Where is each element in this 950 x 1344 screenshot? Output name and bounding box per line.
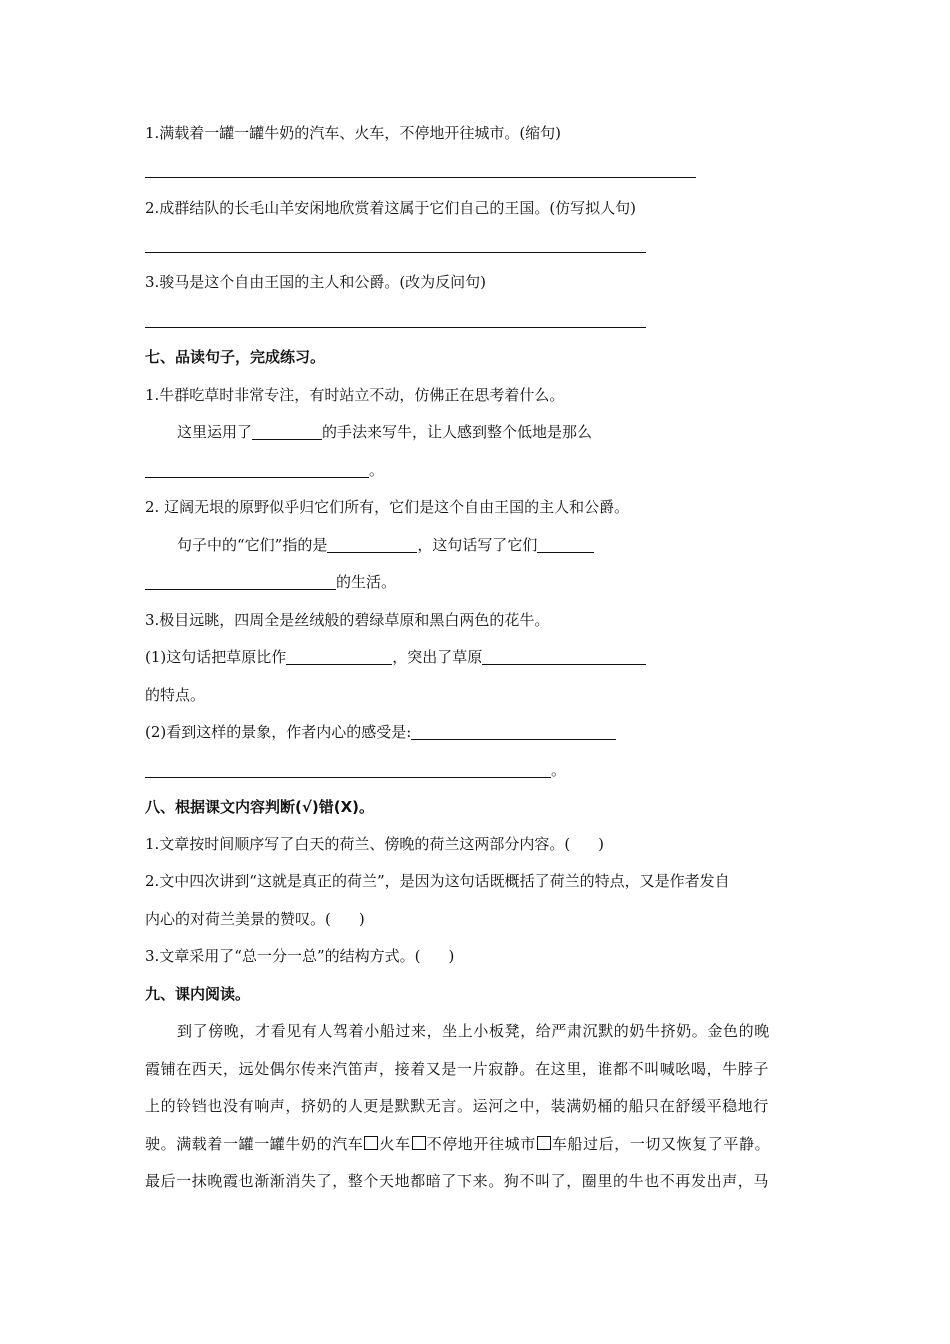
blank-7-2-a[interactable] [327, 536, 417, 553]
judge-text: 3.文章采用了“总一分一总”的结构方式。( [145, 947, 421, 965]
fill-text: 。 [369, 461, 385, 479]
judge-text: 1.文章按时间顺序写了白天的荷兰、傍晚的荷兰这两部分内容。( [145, 835, 571, 853]
paren-close: ) [358, 910, 365, 928]
reading-text: 驶。满载着一罐一罐牛奶的汽车 [145, 1135, 364, 1153]
reading-line-4 [145, 1134, 770, 1154]
question-8-1 [145, 834, 604, 854]
blank-7-3-c[interactable] [411, 723, 616, 740]
blank-7-3-b[interactable] [482, 648, 646, 665]
reading-text: 火车 [379, 1135, 411, 1153]
reading-text: 车船过后，一切又恢复了平静。 [551, 1135, 771, 1153]
question-7-2: 2. 辽阔无垠的原野似乎归它们所有，它们是这个自由王国的主人和公爵。 [145, 498, 630, 516]
question-6-2: 2.成群结队的长毛山羊安闲地欣赏着这属于它们自己的王国。(仿写拟人句) [145, 199, 637, 217]
question-7-3: 3.极目远眺，四周全是丝绒般的碧绿草原和黑白两色的花牛。 [145, 611, 550, 629]
question-8-2a: 2.文中四次讲到“这就是真正的荷兰”，是因为这句话既概括了荷兰的特点，又是作者发自 [145, 872, 730, 890]
answer-line-6-1[interactable] [145, 177, 696, 178]
punct-box-3[interactable] [537, 1136, 551, 1150]
blank-7-2-b[interactable] [537, 536, 594, 553]
question-7-3-1 [145, 647, 646, 667]
reading-line-3: 上的铃铛也没有响声，挤奶的人更是默默无言。运河之中，装满奶桶的船只在舒缓平稳地行 [145, 1097, 770, 1115]
fill-text: 的生活。 [336, 573, 397, 591]
paren-close: ) [598, 835, 605, 853]
reading-line-5: 最后一抹晚霞也渐渐消失了，整个天地都暗了下来。狗不叫了，圈里的牛也不再发出声，马 [145, 1172, 770, 1190]
question-7-3-1-end: 的特点。 [145, 686, 206, 704]
question-7-3-2 [145, 722, 616, 742]
blank-7-1-b[interactable] [145, 461, 369, 478]
question-7-1: 1.牛群吃草时非常专注，有时站立不动，仿佛正在思考着什么。 [145, 386, 565, 404]
reading-text: 不停地开往城市 [426, 1135, 536, 1153]
reading-line-1: 到了傍晚，才看见有人驾着小船过来，坐上小板凳，给严肃沉默的奶牛挤奶。金色的晚 [177, 1022, 770, 1040]
fill-text: 句子中的“它们”指的是 [177, 536, 328, 554]
paren-close: ) [448, 947, 455, 965]
answer-line-6-2[interactable] [145, 252, 646, 253]
reading-line-2: 霞铺在西天，远处偶尔传来汽笛声，接着又是一片寂静。在这里，谁都不叫喊吆喝，牛脖子 [145, 1060, 770, 1078]
blank-7-3-d[interactable] [145, 761, 551, 778]
fill-text: 这里运用了 [177, 423, 253, 441]
question-7-1-fill [177, 422, 592, 442]
question-8-2b [145, 909, 365, 929]
question-7-2-fill [177, 535, 594, 555]
blank-7-2-c[interactable] [145, 573, 336, 590]
fill-text: (2)看到这样的景象，作者内心的感受是: [145, 723, 412, 741]
judge-text: 内心的对荷兰美景的赞叹。( [145, 910, 331, 928]
section-8-heading: 八、根据课文内容判断(√)错(X)。 [145, 798, 374, 816]
question-6-3: 3.骏马是这个自由王国的主人和公爵。(改为反问句) [145, 273, 487, 291]
fill-text: ，这句话写了它们 [417, 536, 538, 554]
fill-text: 。 [551, 761, 567, 779]
fill-text: 的手法来写牛，让人感到整个低地是那么 [322, 423, 593, 441]
fill-text: ，突出了草原 [392, 648, 483, 666]
answer-line-6-3[interactable] [145, 327, 646, 328]
question-7-1-fill-2 [145, 460, 384, 480]
section-9-heading: 九、课内阅读。 [145, 985, 251, 1003]
question-6-1: 1.满载着一罐一罐牛奶的汽车、火车，不停地开往城市。(缩句) [145, 124, 562, 142]
punct-box-1[interactable] [364, 1136, 378, 1150]
blank-7-3-a[interactable] [286, 648, 392, 665]
fill-text: (1)这句话把草原比作 [145, 648, 287, 666]
question-7-2-fill-2 [145, 572, 396, 592]
question-7-3-2-end [145, 760, 566, 780]
blank-7-1-a[interactable] [252, 423, 322, 440]
punct-box-2[interactable] [412, 1136, 426, 1150]
section-7-heading: 七、品读句子，完成练习。 [145, 348, 326, 366]
question-8-3 [145, 946, 454, 966]
